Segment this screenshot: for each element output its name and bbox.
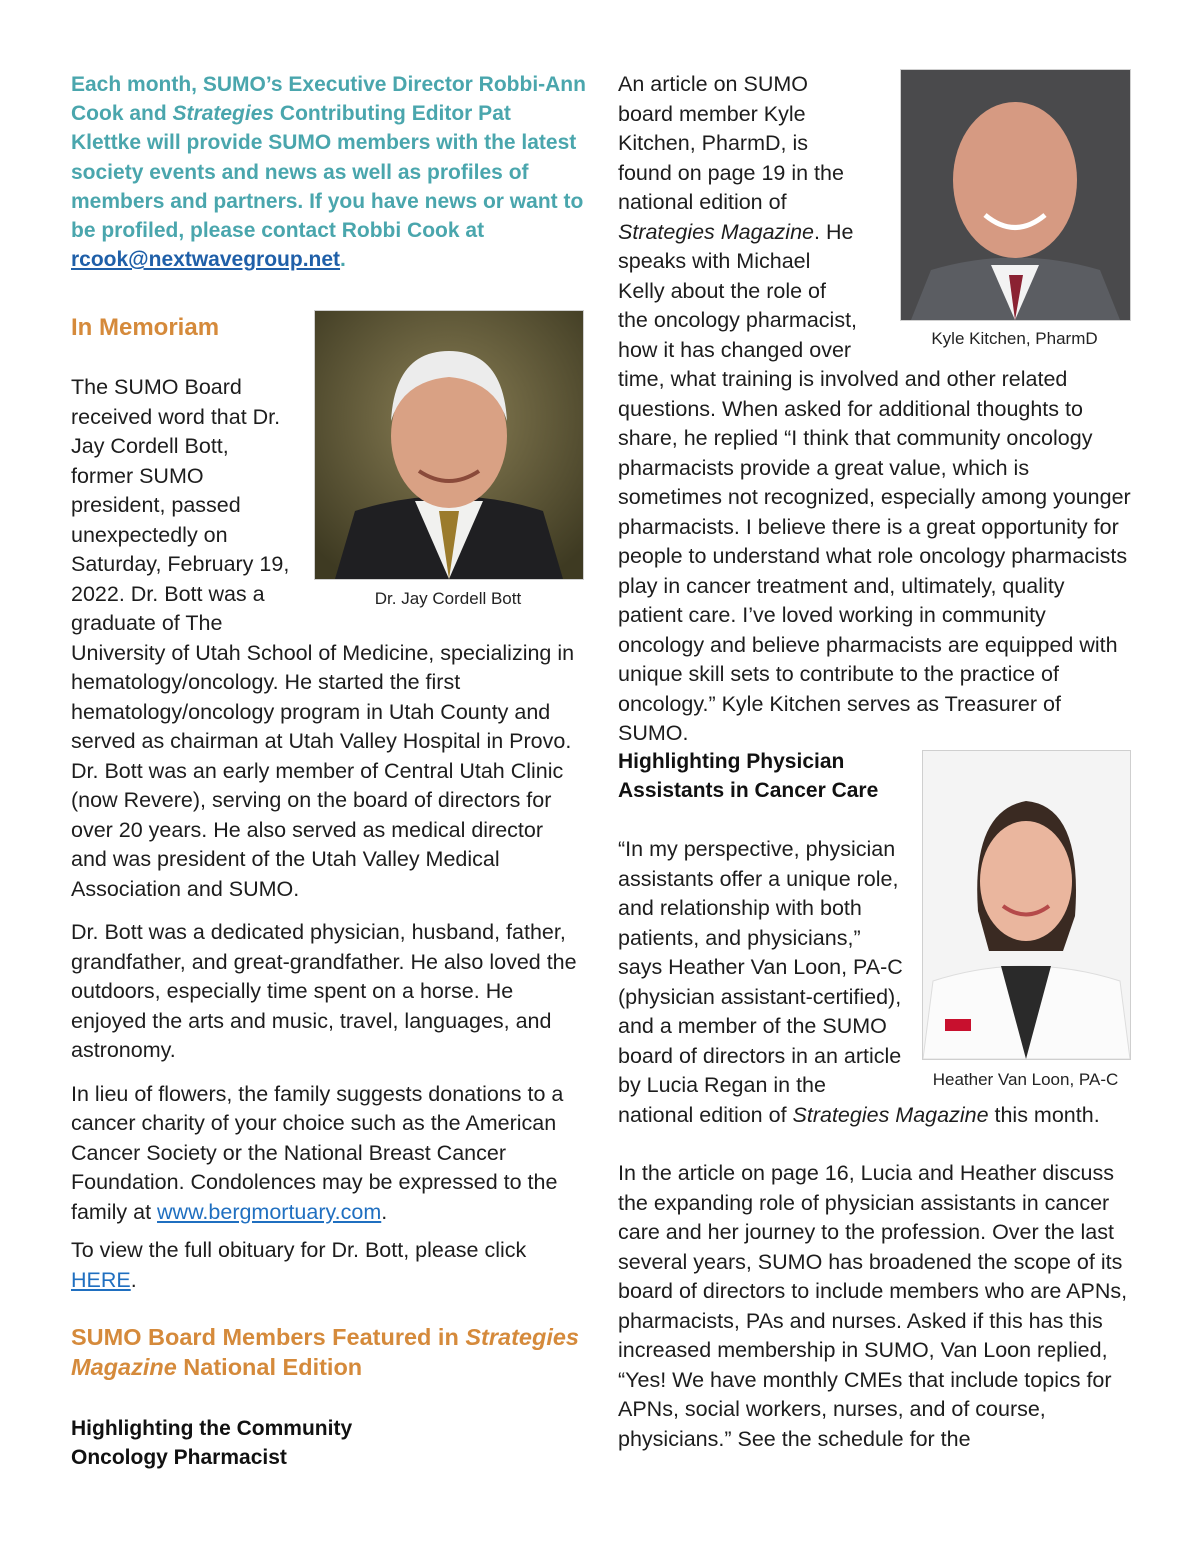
pharmacist-subhead: Highlighting the Community Oncology Pharmacist (71, 1417, 353, 1469)
intro-text-2: Contributing Editor Pat Klettke will provide SUMO members with the latest society events and news as well as profiles of members and partners. If you have news or want to be profiled, please contact Robbi Cook at (71, 102, 584, 243)
dr-bott-caption: Dr. Jay Cordell Bott (374, 589, 522, 608)
featured-heading: SUMO Board Members Featured in Strategies Magazine National Edition (71, 1324, 579, 1380)
pa-paragraph-1: “In my perspective, physician assistants offer a unique role, and relationship with both patients, and physicians,” says Heather Van Loon, PA-C (physician assistant-certified), and a member of the SUMO board of directors in an article by Lucia Regan in the national edition of Strategies Magazine this month. (618, 837, 1100, 1127)
intro-paragraph (71, 70, 586, 274)
kyle-kitchen-caption: Kyle Kitchen, PharmD (931, 329, 1098, 348)
email-link[interactable]: rcook@nextwavegroup.net (71, 248, 341, 272)
memoriam-paragraph-2: Dr. Bott was a dedicated physician, husband, father, grandfather, and great-grandfather. He also loved the outdoors, especially time spent on a horse. He enjoyed the arts and music, travel, languages, and astronomy. (71, 920, 577, 1062)
bergmortuary-link[interactable]: www.bergmortuary.com (157, 1199, 382, 1224)
memoriam-paragraph-1: The SUMO Board received word that Dr. Jay Cordell Bott, former SUMO president, passed unexpectedly on Saturday, February 19, 2022. Dr. Bott was a graduate of The University of Utah School of Medicine, specializing in hematology/oncology. He started the first hematology/oncology program in Utah County and served as chairman at Utah Valley Hospital in Provo. Dr. Bott was an early member of Central Utah Clinic (now Revere), serving on the board of directors for over 20 years. He also served as medical director and was president of the Utah Valley Medical Association and SUMO. (71, 375, 575, 901)
memoriam-heading: In Memoriam (71, 314, 220, 341)
obituary-here-link[interactable]: HERE (71, 1267, 131, 1292)
intro-end: . (340, 248, 346, 272)
intro-text: Each month, SUMO’s Executive Director Robbi-Ann Cook and (71, 73, 586, 126)
memoriam-paragraph-3: In lieu of flowers, the family suggests donations to a cancer charity of your choice such as the American Cancer Society or the National Breast Cancer Foundation. Condolences may be expressed to the family at www.bergmortuary.com. (71, 1081, 564, 1224)
kitchen-paragraph: An article on SUMO board member Kyle Kitchen, PharmD, is found on page 19 in the national edition of Strategies Magazine. He speaks with Michael Kelly about the role of the oncology pharmacist, how it has changed over time, what training is involved and other related questions. When asked for additional thoughts to share, he replied “I think that community oncology pharmacists provide a great value, which is sometimes not recognized, especially among younger pharmacists. I believe there is a great opportunity for people to understand what role oncology pharmacists play in cancer treatment and, ultimately, quality patient care. I’ve loved working in community oncology and believe pharmacists are equipped with unique skill sets to contribute to the practice of oncology.” Kyle Kitchen serves as Treasurer of SUMO. (618, 72, 1131, 745)
memoriam-paragraph-4: To view the full obituary for Dr. Bott, please click HERE. (71, 1238, 527, 1292)
pa-paragraph-2: In the article on page 16, Lucia and Heather discuss the expanding role of physician assistants in cancer care and her journey to the profession. Over the last several years, SUMO has broadened the scope of its board of directors to include members who are APNs, pharmacists, PAs and nurses. Asked if this has this increased membership in SUMO, Van Loon replied, “Yes! We have monthly CMEs that include topics for APNs, social workers, nurses, and of course, physicians.” See the schedule for the (618, 1161, 1128, 1451)
heather-van-loon-caption: Heather Van Loon, PA-C (932, 1070, 1119, 1089)
pa-subhead: Highlighting Physician Assistants in Cancer Care (618, 750, 879, 802)
intro-italic: Strategies (172, 102, 275, 126)
